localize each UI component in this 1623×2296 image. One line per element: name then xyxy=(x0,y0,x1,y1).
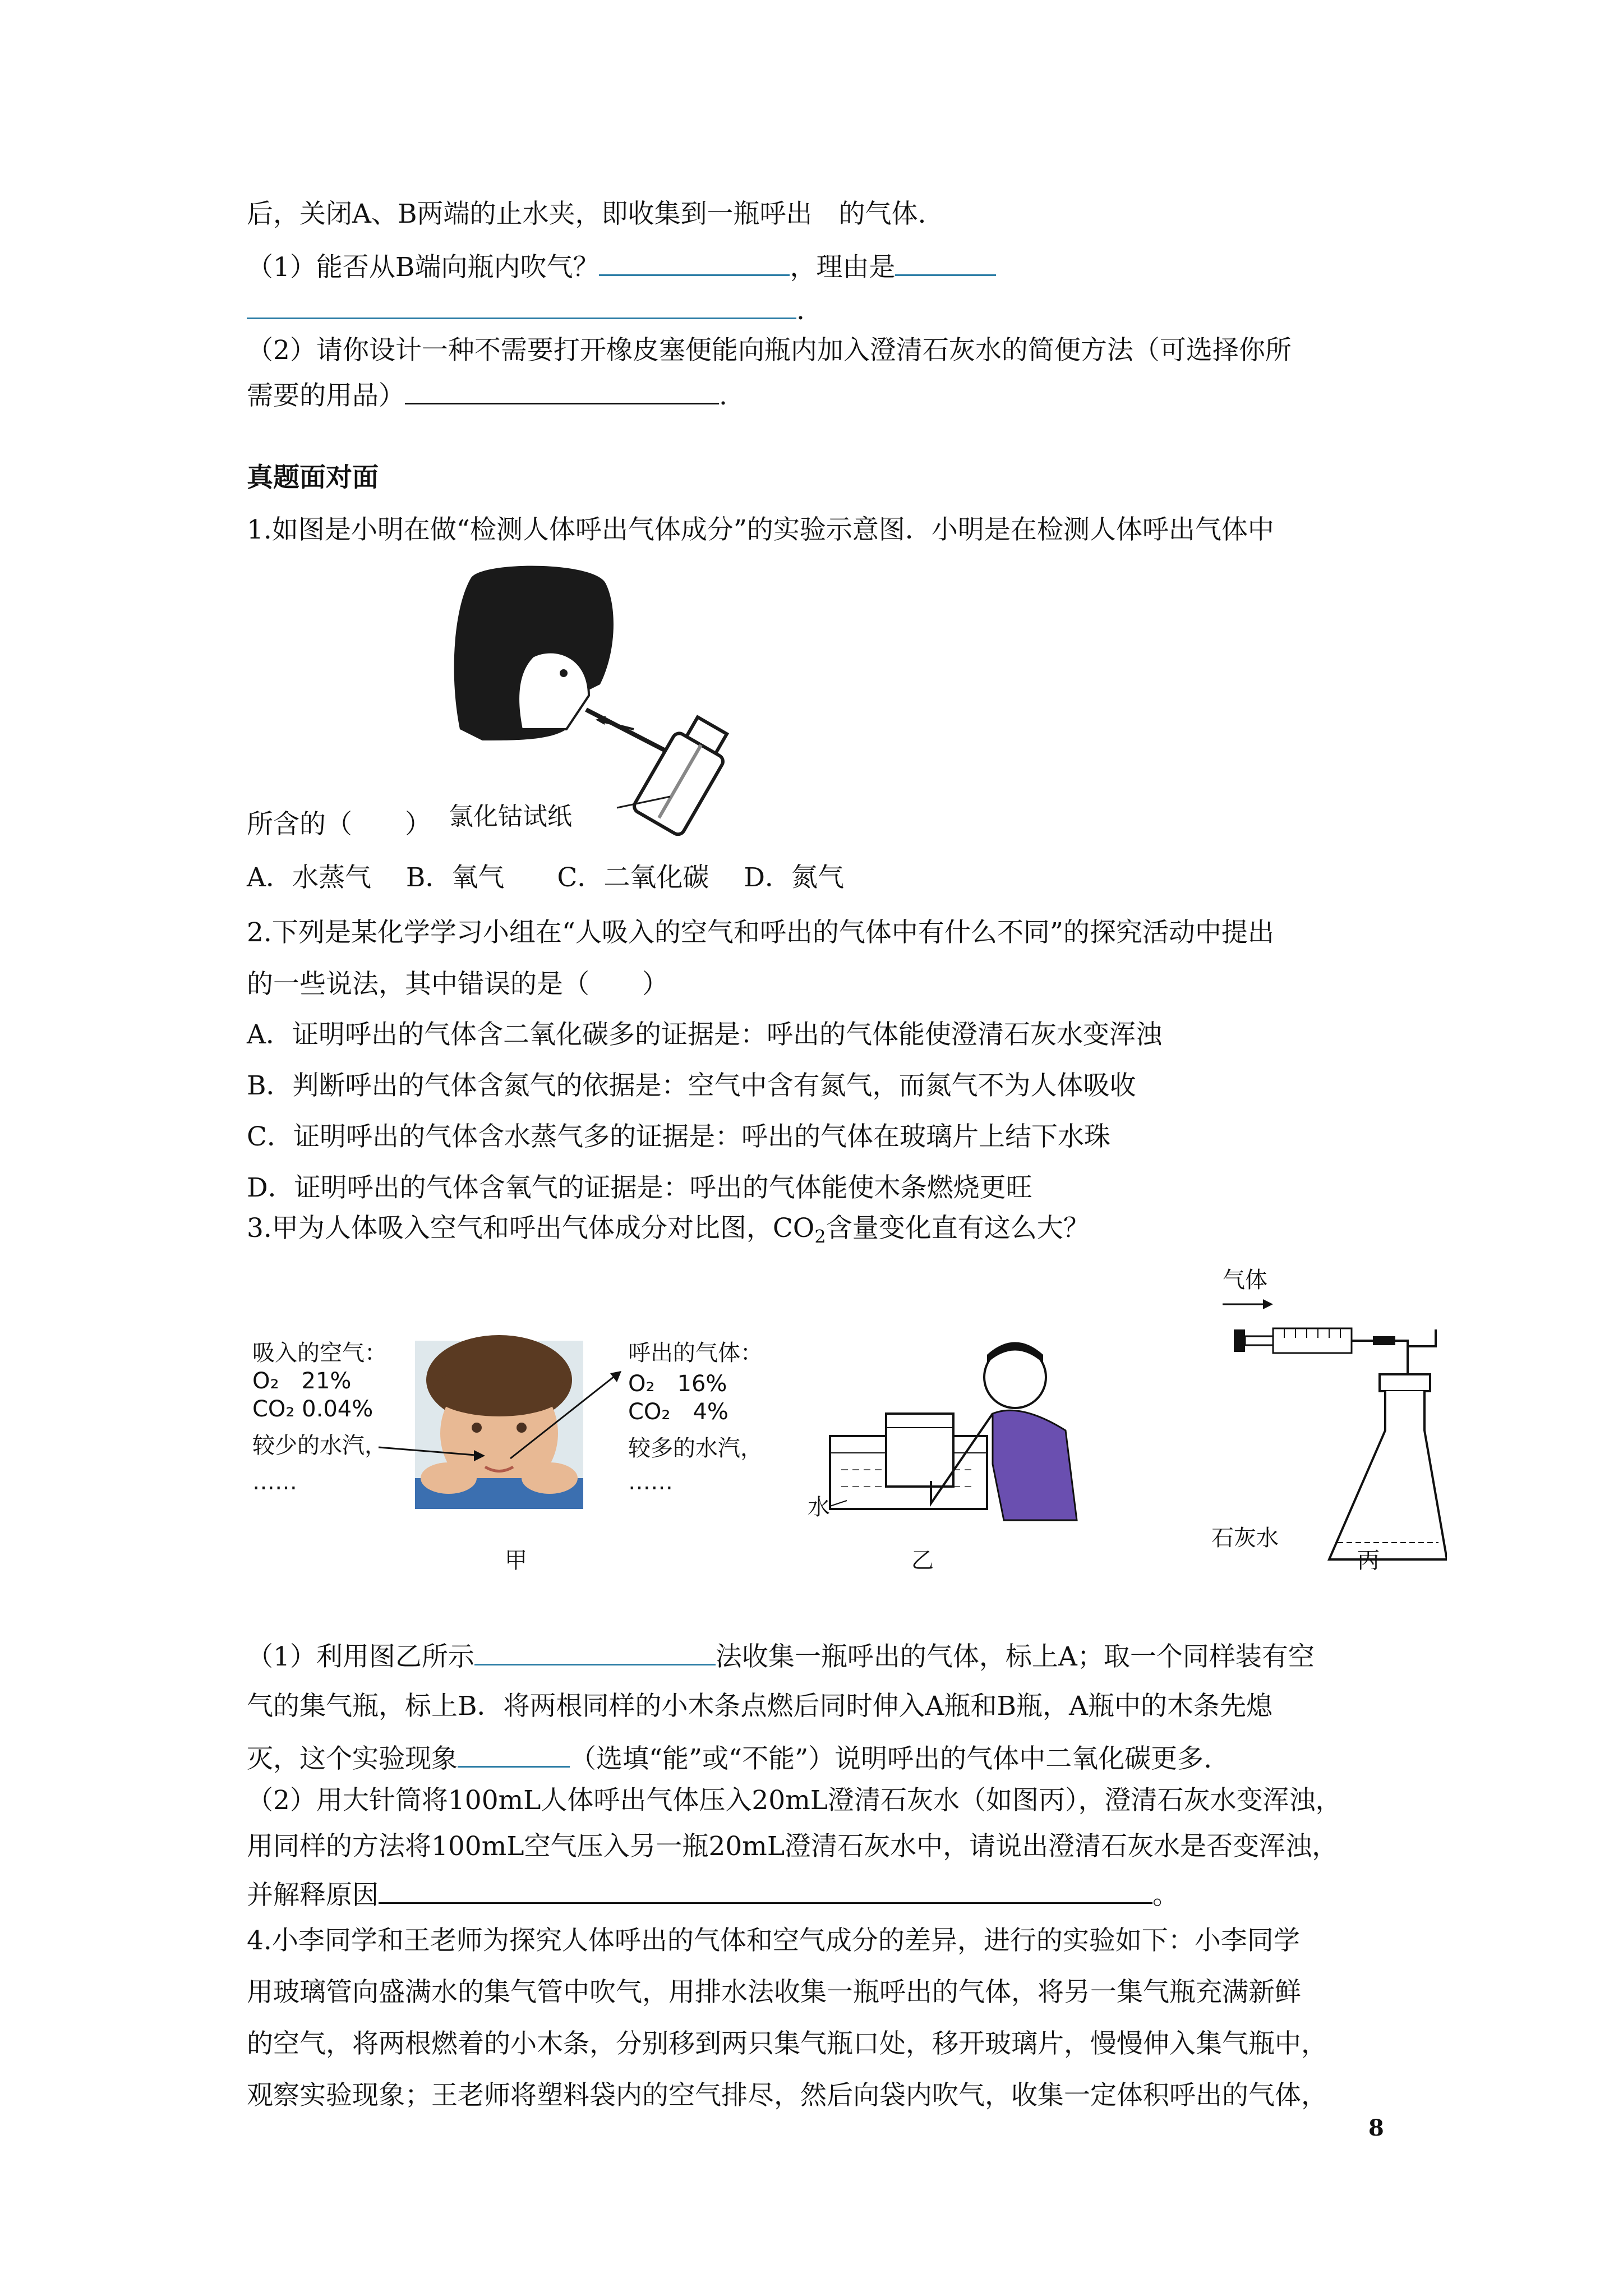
q1-options: A．水蒸气 B．氧气 C．二氧化碳 D．氮气 xyxy=(247,862,845,893)
exhaled-etc: …… xyxy=(628,1469,673,1495)
syringe-plunger xyxy=(1234,1329,1245,1352)
blow-tube xyxy=(586,710,673,754)
figure-jia xyxy=(247,1335,808,1599)
person-shirt xyxy=(993,1410,1077,1520)
q4-line-1: 4.小李同学和王老师为探究人体呼出的气体和空气成分的差异，进行的实验如下：小李同学 xyxy=(247,1925,1300,1956)
cobalt-chloride-label: 氯化钴试纸 xyxy=(449,802,572,831)
q2-option-d: D．证明呼出的气体含氧气的证据是：呼出的气体能使木条燃烧更旺 xyxy=(247,1172,1032,1203)
q2-option-c: C．证明呼出的气体含水蒸气多的证据是：呼出的气体在玻璃片上结下水珠 xyxy=(247,1121,1110,1152)
q4-line-4: 观察实验现象；王老师将塑料袋内的空气排尽，然后向袋内吹气，收集一定体积呼出的气体， xyxy=(247,2080,1327,2111)
q2-option-a: A．证明呼出的气体含二氧化碳多的证据是：呼出的气体能使澄清石灰水变浑浊 xyxy=(247,1019,1162,1050)
intro-q2-line-1: （2）请你设计一种不需要打开橡皮塞便能向瓶内加入澄清石灰水的简便方法（可选择你所 xyxy=(247,335,1292,366)
q3-part2-line-3: 并解释原因 。 xyxy=(247,1876,1179,1912)
exhaled-water: 较多的水汽， xyxy=(628,1435,763,1461)
answer-blank-7[interactable] xyxy=(379,1876,1152,1904)
flask-stopper xyxy=(1380,1374,1430,1391)
exhaled-title: 呼出的气体： xyxy=(628,1340,763,1366)
intro-line-1: 后，关闭A、B两端的止水夹，即收集到一瓶呼出 的气体. xyxy=(247,199,926,229)
inhaled-title: 吸入的空气： xyxy=(252,1340,387,1366)
limewater-label: 石灰水 xyxy=(1211,1525,1279,1551)
caption-yi: 乙 xyxy=(911,1548,934,1573)
q2-option-b: B．判断呼出的气体含氮气的依据是：空气中含有氮气，而氮气不为人体吸收 xyxy=(247,1070,1136,1101)
intro-q1-cont: . xyxy=(247,292,805,328)
inhaled-o2: O₂ 21% xyxy=(252,1368,352,1394)
answer-blank-4[interactable] xyxy=(405,377,719,404)
answer-blank-6[interactable] xyxy=(458,1740,570,1768)
q3-stem: 3.甲为人体吸入空气和呼出气体成分对比图，$CO_2$含量变化直有这么大？ xyxy=(247,1213,1090,1248)
q2-stem-1: 2.下列是某化学学习小组在“人吸入的空气和呼出的气体中有什么不同”的探究活动中提出 xyxy=(247,917,1274,948)
q3-part2-line-2: 用同样的方法将100mL空气压入另一瓶20mL澄清石灰水中，请说出澄清石灰水是否变浑浊， xyxy=(247,1831,1339,1862)
figure-yi xyxy=(808,1335,1122,1599)
intro-q1: （1）能否从B端向瓶内吹气？ ，理由是 xyxy=(247,249,996,284)
gas-bottle xyxy=(886,1414,953,1487)
section-title: 真题面对面 xyxy=(247,462,379,493)
flask xyxy=(1329,1391,1447,1559)
answer-blank-2[interactable] xyxy=(895,249,996,276)
answer-blank-3[interactable] xyxy=(247,292,796,319)
q2-stem-2: 的一些说法，其中错误的是（ ） xyxy=(247,969,668,1000)
inhaled-water: 较少的水汽， xyxy=(252,1433,387,1458)
gas-label: 气体 xyxy=(1223,1267,1267,1293)
eye xyxy=(560,669,568,677)
answer-blank-1[interactable] xyxy=(599,249,790,276)
exhaled-co2: CO₂ 4% xyxy=(628,1399,728,1425)
water-label: 水 xyxy=(808,1494,830,1520)
caption-bing: 丙 xyxy=(1357,1548,1380,1573)
face xyxy=(518,652,589,729)
q1-stem: 1.如图是小明在做“检测人体呼出气体成分”的实验示意图．小明是在检测人体呼出气体中 xyxy=(247,514,1274,545)
figure-bing xyxy=(1211,1262,1447,1599)
page-number: 8 xyxy=(1368,2115,1384,2141)
answer-blank-5[interactable] xyxy=(474,1638,716,1665)
q1-stem-end: 所含的（ ） xyxy=(247,809,431,840)
caption-jia: 甲 xyxy=(505,1548,527,1573)
intro-q2-line-2: 需要的用品） . xyxy=(247,377,727,413)
exhaled-o2: O₂ 16% xyxy=(628,1371,727,1397)
inhaled-etc: …… xyxy=(252,1469,297,1495)
inhaled-co2: CO₂ 0.04% xyxy=(252,1396,374,1422)
q3-part1-line-3: 灭，这个实验现象 （选填“能”或“不能”）说明呼出的气体中二氧化碳更多. xyxy=(247,1740,1212,1776)
q3-part1-line-1: （1）利用图乙所示 法收集一瓶呼出的气体，标上A；取一个同样装有空 xyxy=(247,1638,1315,1674)
q4-line-3: 的空气，将两根燃着的小木条，分别移到两只集气瓶口处，移开玻璃片，慢慢伸入集气瓶中， xyxy=(247,2028,1327,2059)
q3-part2-line-1: （2）用大针筒将100mL人体呼出气体压入20mL澄清石灰水（如图丙），澄清石灰水变浑浊， xyxy=(247,1785,1342,1816)
q1-figure xyxy=(449,561,740,836)
q4-line-2: 用玻璃管向盛满水的集气管中吹气，用排水法收集一瓶呼出的气体，将另一集气瓶充满新鲜 xyxy=(247,1977,1301,2008)
bottle xyxy=(632,711,737,836)
q3-part1-line-2: 气的集气瓶，标上B．将两根同样的小木条点燃后同时伸入A瓶和B瓶，A瓶中的木条先熄 xyxy=(247,1691,1272,1722)
